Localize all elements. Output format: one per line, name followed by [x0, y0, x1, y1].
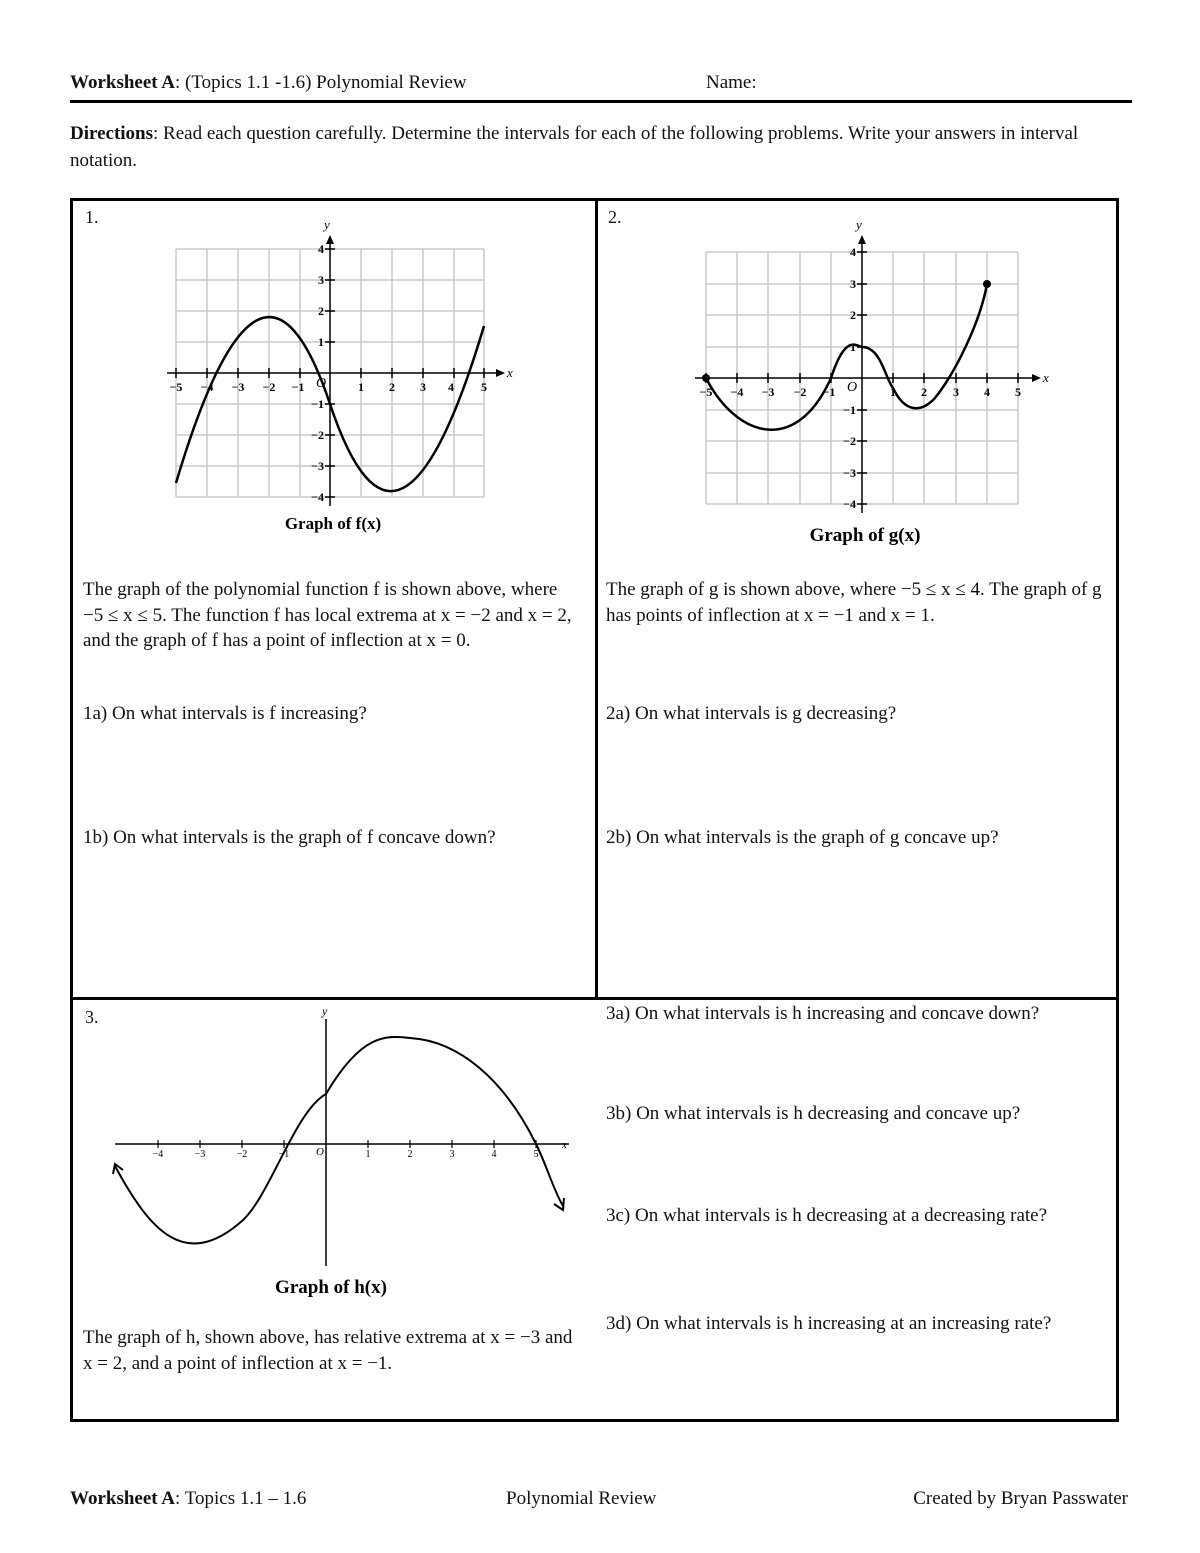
problem-grid	[70, 198, 1119, 1422]
graph-f-y-tick: −4	[311, 490, 324, 504]
graph-g-x-tick: 3	[953, 385, 959, 399]
graph-f-x-tick: 4	[448, 380, 454, 394]
graph-f-y-label: y	[324, 217, 330, 232]
name-label: Name:	[706, 72, 757, 93]
problem-2-number: 2.	[608, 207, 622, 227]
graph-f-y-tick: 1	[318, 335, 324, 349]
graph-g-y-tick: 2	[850, 308, 856, 322]
graph-g-right-endpoint	[983, 280, 991, 288]
graph-f-x-label: x	[507, 365, 513, 380]
graph-g-y-tick: −2	[843, 434, 856, 448]
worksheet-header	[70, 72, 1132, 103]
graph-g-origin: O	[847, 380, 858, 395]
graph-h-x-tick: −2	[236, 1149, 248, 1160]
graph-g-x-tick: 4	[984, 385, 990, 399]
graph-g	[685, 213, 1065, 553]
graph-f-y-tick: −2	[311, 428, 324, 442]
graph-f-origin: O	[316, 376, 327, 391]
graph-f-x-tick: −3	[231, 380, 245, 394]
graph-g-y-tick: 1	[850, 340, 856, 354]
question-3d: 3d) On what intervals is h increasing at an increasing rate?	[606, 1313, 1052, 1334]
graph-g-x-tick: −5	[699, 385, 713, 399]
graph-g-x-tick: −4	[730, 385, 744, 399]
graph-f-x-tick: −2	[262, 380, 276, 394]
graph-h-x-tick-labels	[153, 1149, 539, 1160]
graph-g-x-tick: 5	[1015, 385, 1021, 399]
graph-g-y-tick: −1	[843, 403, 856, 417]
graph-h-caption: Graph of h(x)	[275, 1277, 387, 1298]
graph-f-y-tick: 3	[318, 273, 324, 287]
graph-f-x-tick: −4	[200, 380, 214, 394]
graph-f-y-tick: 4	[318, 242, 324, 256]
graph-f-x-tick: −1	[291, 380, 305, 394]
graph-g-left-endpoint	[702, 374, 710, 382]
graph-h-x-label: x	[562, 1139, 567, 1151]
problem-1-number: 1.	[85, 207, 99, 227]
problem-1-description: The graph of the polynomial function f is shown above, where −5 ≤ x ≤ 5. The function f has local extrema at x = −2 and x = 2, and the graph of f has a point of inflection at x = 0.	[83, 579, 572, 651]
question-3c: 3c) On what intervals is h decreasing at a decreasing rate?	[606, 1205, 1048, 1226]
problem-3-description: The graph of h, shown above, has relative extrema at x = −3 and x = 2, and a point of inflection at x = −1.	[83, 1327, 573, 1374]
graph-g-y-label: y	[856, 217, 862, 232]
graph-h-x-tick: 1	[365, 1149, 371, 1160]
footer-left: Worksheet A: Topics 1.1 – 1.6	[70, 1488, 307, 1509]
grid-divider-horizontal	[73, 997, 1116, 1000]
graph-g-y-tick: 4	[850, 245, 856, 259]
graph-h-x-tick: 4	[491, 1149, 497, 1160]
graph-h-x-tick: −1	[278, 1149, 290, 1160]
graph-h-curve	[115, 1037, 563, 1243]
graph-f-y-tick: −3	[311, 459, 324, 473]
graph-f-x-tick: 3	[420, 380, 426, 394]
graph-g-x-tick: 2	[921, 385, 927, 399]
footer-right: Created by Bryan Passwater	[913, 1488, 1128, 1509]
graph-h-origin: O	[316, 1146, 324, 1158]
footer-center: Polynomial Review	[506, 1488, 657, 1509]
graph-g-y-tick: 3	[850, 277, 856, 291]
question-3a: 3a) On what intervals is h increasing and concave down?	[606, 1003, 1040, 1024]
problem-3-number: 3.	[85, 1007, 99, 1027]
graph-h-x-tick: 3	[449, 1149, 455, 1160]
question-2b: 2b) On what intervals is the graph of g concave up?	[606, 827, 999, 848]
graph-f	[161, 211, 521, 541]
graph-g-x-tick: −2	[793, 385, 807, 399]
grid-divider-vertical	[595, 201, 598, 999]
graph-g-x-tick: −3	[761, 385, 775, 399]
graph-g-x-tick: 1	[890, 385, 896, 399]
graph-f-y-tick: −1	[311, 397, 324, 411]
graph-g-x-label: x	[1043, 370, 1049, 385]
graph-h-y-label: y	[322, 1004, 328, 1018]
question-1a: 1a) On what intervals is f increasing?	[83, 703, 367, 724]
question-2a: 2a) On what intervals is g decreasing?	[606, 703, 897, 724]
graph-f-x-tick: 1	[358, 380, 364, 394]
question-3b: 3b) On what intervals is h decreasing and concave up?	[606, 1103, 1021, 1124]
graph-f-caption: Graph of f(x)	[284, 514, 382, 533]
graph-f-y-tick: 2	[318, 304, 324, 318]
graph-f-x-tick: 5	[481, 380, 487, 394]
graph-f-x-tick: −5	[169, 380, 183, 394]
worksheet-title: Worksheet A: (Topics 1.1 -1.6) Polynomial Review	[70, 72, 467, 93]
graph-h-x-tick: −4	[152, 1149, 164, 1160]
graph-h	[105, 1001, 575, 1301]
graph-g-caption: Graph of g(x)	[809, 525, 921, 546]
graph-h-x-tick: 2	[407, 1149, 413, 1160]
graph-f-x-tick: 2	[389, 380, 395, 394]
graph-f-x-tick-labels	[170, 380, 487, 394]
problem-2-description: The graph of g is shown above, where −5 ≤ x ≤ 4. The graph of g has points of inflection at x = −1 and x = 1.	[606, 579, 1102, 626]
graph-h-x-tick: −3	[194, 1149, 206, 1160]
graph-g-x-tick-labels	[700, 385, 1021, 399]
question-1b: 1b) On what intervals is the graph of f concave down?	[83, 827, 496, 848]
graph-g-y-tick: −4	[843, 497, 856, 511]
graph-g-x-tick: −1	[822, 385, 836, 399]
directions: Directions: Read each question carefully. Determine the intervals for each of the following problems. Write your answers in interval notation.	[70, 123, 1079, 171]
graph-h-x-tick: 5	[533, 1149, 539, 1160]
graph-g-y-tick: −3	[843, 466, 856, 480]
